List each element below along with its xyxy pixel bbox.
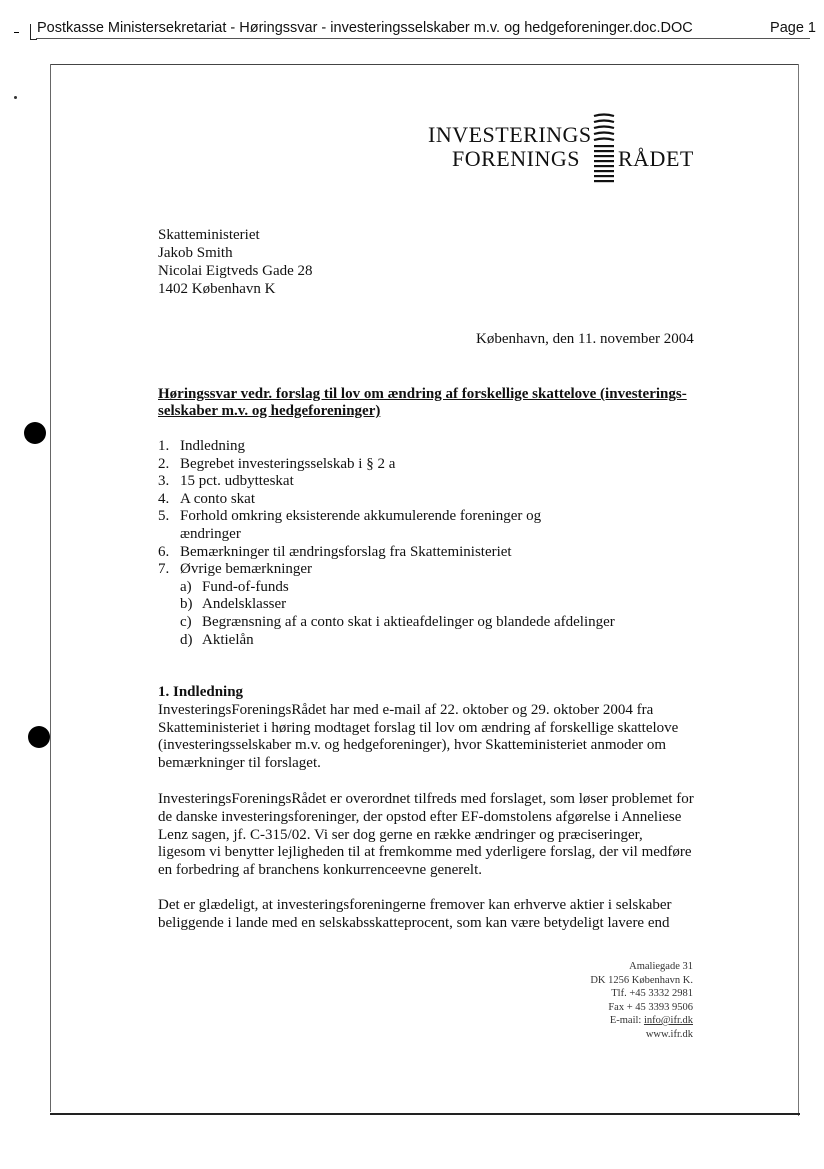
recipient-address xyxy=(158,226,313,298)
toc-letter: d) xyxy=(180,631,193,648)
page-frame-right xyxy=(798,64,799,1116)
footer-street: Amaliegade 31 xyxy=(629,961,693,972)
punch-hole-upper xyxy=(24,422,46,444)
toc-subtext: Begrænsning af a conto skat i aktieafdelinger og blandede afdelinger xyxy=(202,613,615,630)
toc-text: Indledning xyxy=(180,438,245,454)
punch-hole-lower xyxy=(28,726,50,748)
toc-subtext: Fund-of-funds xyxy=(202,578,289,595)
toc-text: Forhold omkring eksisterende akkumulerende foreninger og xyxy=(180,508,542,525)
recipient-street: Nicolai Eigtveds Gade 28 xyxy=(158,263,313,279)
toc-subitem xyxy=(158,614,615,632)
page-frame-top xyxy=(50,64,798,65)
toc-text: 15 pct. udbytteskat xyxy=(180,473,294,490)
toc-subtext: Aktielån xyxy=(202,631,254,648)
print-header xyxy=(0,0,824,44)
footer-website: www.ifr.dk xyxy=(645,1028,693,1040)
logo xyxy=(428,112,698,188)
subject-line: Høringssvar vedr. forslag til lov om ændring af forskellige skattelove (investerings- xyxy=(158,386,687,402)
toc-item xyxy=(158,491,615,509)
logo-word-raadet: RÅDET xyxy=(618,146,694,171)
toc-subitem xyxy=(158,632,615,650)
header-rule xyxy=(36,38,810,39)
subject-line: selskaber m.v. og hedgeforeninger) xyxy=(158,403,381,419)
page-frame-bottom xyxy=(50,1113,800,1115)
paragraph-line: Det er glædeligt, at investeringsforeningerne fremover kan erhverve aktier i selskaber xyxy=(158,897,672,913)
letter-date: København, den 11. november 2004 xyxy=(476,331,694,347)
toc-number: 4. xyxy=(158,490,170,507)
subject-heading xyxy=(158,386,698,420)
paragraph-line: InvesteringsForeningsRådet er overordnet tilfreds med forslaget, som løser problemet for xyxy=(158,791,694,807)
header-title: Postkasse Ministersekretariat - Høringssvar - investeringsselskaber m.v. og hedgeforeninger.doc.DOC xyxy=(37,20,693,36)
paragraph-line: en forbedring af branchens konkurrenceevne generelt. xyxy=(158,862,483,879)
recipient-person: Jakob Smith xyxy=(158,245,233,261)
toc-subitem xyxy=(158,579,615,597)
header-page-number: Page 1 xyxy=(770,20,816,36)
logo-stripes-icon xyxy=(592,112,616,188)
paragraph-line: bemærkninger til forslaget. xyxy=(158,755,321,772)
toc-item xyxy=(158,544,615,562)
paragraph-line: Skatteministeriet i høring modtaget forslag til lov om ændring af forskellige skattelove xyxy=(158,719,679,736)
footer-email-row xyxy=(590,1014,693,1028)
toc-text: A conto skat xyxy=(180,490,255,507)
paragraph-line: InvesteringsForeningsRådet har med e-mail af 22. oktober og 29. oktober 2004 fra xyxy=(158,701,654,718)
toc-item xyxy=(158,508,615,526)
recipient-city: 1402 København K xyxy=(158,281,276,297)
recipient-name: Skatteministeriet xyxy=(158,227,260,243)
toc-text: Begrebet investeringsselskab i § 2 a xyxy=(180,455,396,472)
logo-word-investerings: INVESTERINGS xyxy=(428,122,592,147)
section-heading: 1. Indledning xyxy=(158,684,244,700)
footer-fax: Fax + 45 3393 9506 xyxy=(608,1001,693,1013)
contact-footer xyxy=(590,960,693,1041)
toc-letter: c) xyxy=(180,613,192,630)
toc-number: 7. xyxy=(158,561,170,578)
paragraph-line: de danske investeringsforeninger, der opstod efter EF-domstolens afgørelse i Anneliese xyxy=(158,808,682,825)
toc-number: 1. xyxy=(158,438,170,454)
footer-phone: Tlf. +45 3332 2981 xyxy=(611,988,693,999)
toc-text: Bemærkninger til ændringsforslag fra Skatteministeriet xyxy=(180,543,512,560)
scan-dot xyxy=(14,96,17,99)
table-of-contents xyxy=(158,438,615,649)
toc-subtext: Andelsklasser xyxy=(202,596,287,613)
toc-number: 2. xyxy=(158,455,170,472)
toc-item xyxy=(158,456,615,474)
section-introduction xyxy=(158,684,703,773)
page-frame-left xyxy=(50,64,51,1112)
toc-item xyxy=(158,561,615,579)
logo-word-forenings: FORENINGS xyxy=(452,146,580,171)
toc-text: Øvrige bemærkninger xyxy=(180,561,313,578)
toc-letter: b) xyxy=(180,596,193,613)
toc-text: ændringer xyxy=(180,525,241,542)
paragraph-line: Lenz sagen, jf. C-315/02. Vi ser dog gerne en række ændringer og præciseringer, xyxy=(158,826,643,843)
footer-city: DK 1256 København K. xyxy=(590,974,693,986)
toc-letter: a) xyxy=(180,578,192,595)
footer-email-link[interactable]: info@ifr.dk xyxy=(643,1015,693,1026)
paragraph-line: beliggende i lande med en selskabsskatteprocent, som kan være betydeligt lavere end xyxy=(158,914,670,931)
toc-item xyxy=(158,473,615,491)
toc-number: 5. xyxy=(158,508,170,525)
paragraph-investments xyxy=(158,897,703,933)
toc-number: 3. xyxy=(158,473,170,490)
footer-email-label: E-mail: xyxy=(609,1015,644,1026)
toc-item xyxy=(158,438,615,456)
toc-number: 6. xyxy=(158,543,170,560)
paragraph-line: (investeringsselskaber m.v. og hedgeforeninger), hvor Skatteministeriet anmoder om xyxy=(158,737,667,754)
toc-item-continuation xyxy=(158,526,615,544)
header-tick xyxy=(14,32,19,33)
paragraph-overall-assessment xyxy=(158,791,703,880)
paragraph-line: ligesom vi benytter lejligheden til at fremkomme med yderligere forslag, der vil medføre xyxy=(158,844,692,861)
toc-subitem xyxy=(158,596,615,614)
